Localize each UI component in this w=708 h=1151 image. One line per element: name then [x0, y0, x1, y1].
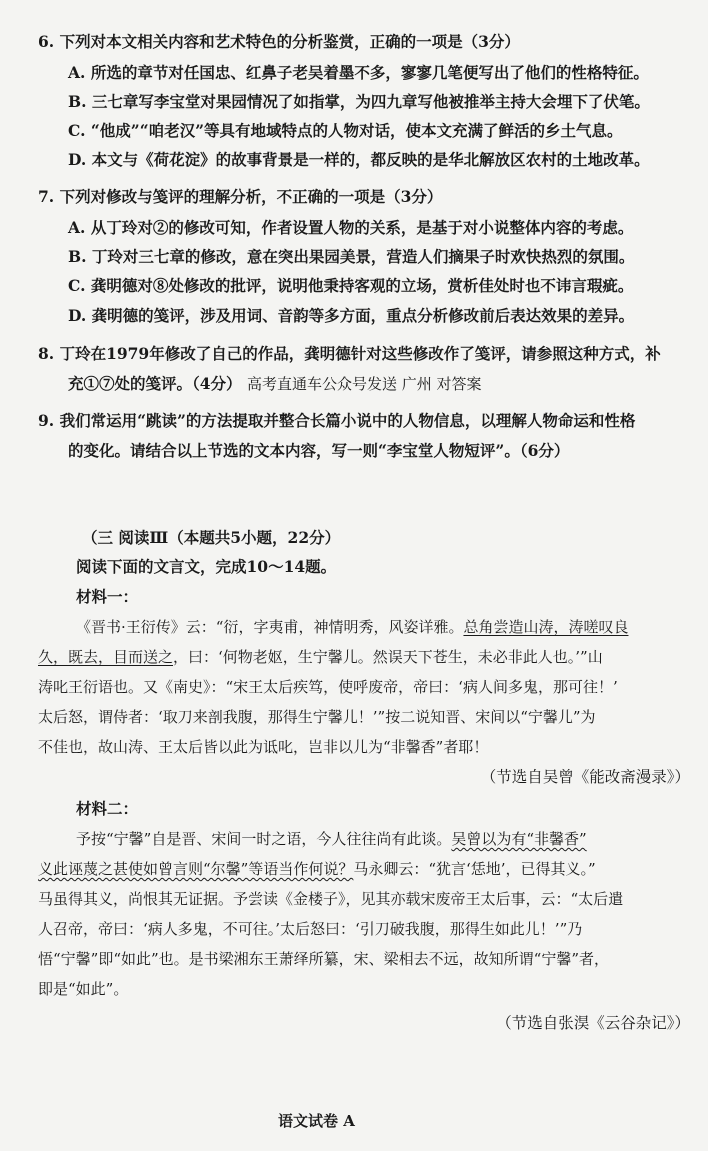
q8-line-2-text: 充①⑦处的笺评。（4分） [68, 374, 242, 393]
material-2-line-1 [76, 829, 587, 849]
material-2-line-2 [38, 859, 596, 879]
q6-option-a: A. 所选的章节对任国忠、红鼻子老吴着墨不多，寥寥几笔便写出了他们的性格特征。 [68, 63, 649, 82]
section-3-header: （三 阅读Ⅲ（本题共5小题，22分） [82, 528, 341, 547]
q7-option-b: B. 丁玲对三七章的修改，意在突出果园美景，营造人们摘果子时欢快热烈的氛围。 [68, 247, 635, 266]
material-2-line-5: 悟“宁馨”即“如此”也。是书梁湘东王萧绎所纂，宋、梁相去不远，故知所谓“宁馨”者， [38, 950, 610, 968]
material-2-title: 材料二： [76, 799, 139, 818]
material-2-line-2-text: 马永卿云：“犹言‘恁地’，已得其义。” [353, 860, 596, 878]
page-footer: 语文试卷 A [278, 1112, 355, 1130]
q8-line-2 [68, 374, 482, 394]
q7-option-a: A. 从丁玲对②的修改可知，作者设置人物的关系，是基于对小说整体内容的考虑。 [68, 218, 634, 237]
material-1-line-2 [38, 647, 603, 667]
material-1-title: 材料一： [76, 587, 139, 606]
q6-option-d: D. 本文与《荷花淀》的故事背景是一样的，都反映的是华北解放区农村的土地改革。 [68, 150, 650, 169]
q6-option-b: B. 三七章写李宝堂对果园情况了如指掌，为四九章写他被推举主持大会埋下了伏笔。 [68, 92, 650, 111]
material-1-line-1-text: 《晋书·王衍传》云：“衍，字夷甫，神情明秀，风姿详雅。 [76, 618, 464, 636]
section-3-intro: 阅读下面的文言文，完成10～14题。 [76, 557, 337, 576]
q6-option-c: C. “他成”“咱老汉”等具有地域特点的人物对话，使本文充满了鲜活的乡土气息。 [68, 121, 623, 140]
material-2-line-4: 人召帝，帝曰：‘病人多鬼，不可往。’太后怒曰：‘引刀破我腹，那得生如此儿！’”乃 [38, 920, 583, 938]
wavy-underlined-text: 义此诬蔑之甚使如曾言则“尔馨”等语当作何说？ [38, 860, 354, 878]
material-1-line-3: 涛叱王衍语也。又《南史》：“宋王太后疾笃，使呼废帝，帝曰：‘病人间多鬼，那可往！’ [38, 678, 618, 696]
q7-option-d: D. 龚明德的笺评，涉及用词、音韵等多方面，重点分析修改前后表达效果的差异。 [68, 306, 635, 325]
material-1-line-2-text: ，曰：‘何物老妪，生宁馨儿。然误天下苍生，未必非此人也。’”山 [173, 648, 603, 666]
q9-line-1: 9. 我们常运用“跳读”的方法提取并整合长篇小说中的人物信息，以理解人物命运和性格 [38, 411, 636, 430]
material-1-source: （节选自吴曾《能改斋漫录》） [480, 768, 690, 786]
watermark-text: 高考直通车公众号发送 广州 对答案 [246, 375, 482, 393]
q9-line-2: 的变化。请结合以上节选的文本内容，写一则“李宝堂人物短评”。（6分） [68, 441, 570, 460]
material-1-line-1 [76, 617, 628, 637]
material-1-line-5: 不佳也，故山涛、王太后皆以此为诋叱，岂非以儿为“非馨香”者耶！ [38, 738, 489, 756]
material-2-line-1-text-b: 今人往往尚有此谈。 [316, 830, 452, 848]
underlined-text: 久，既去，目而送之 [38, 648, 174, 666]
q8-line-1: 8. 丁玲在1979年修改了自己的作品，龚明德针对这些修改作了笺评，请参照这种方式，补 [38, 344, 661, 363]
material-2-line-3: 马虽得其义，尚恨其无证据。予尝读《金楼子》，见其亦载宋废帝王太后事，云：“太后遣 [38, 890, 624, 908]
material-2-line-6: 即是“如此”。 [38, 980, 129, 998]
q6-stem: 6. 下列对本文相关内容和艺术特色的分析鉴赏，正确的一项是（3分） [38, 32, 520, 51]
material-2-line-1-text: 予按“宁馨”自是晋、宋间一时之语， [76, 830, 317, 848]
material-2-source: （节选自张淏《云谷杂记》） [496, 1014, 690, 1032]
material-1-line-4: 太后怒，谓侍者：‘取刀来剖我腹，那得生宁馨儿！’”按二说知晋、宋间以“宁馨儿”为 [38, 708, 596, 726]
q7-option-c: C. 龚明德对⑧处修改的批评，说明他秉持客观的立场，赏析佳处时也不讳言瑕疵。 [68, 276, 634, 295]
underlined-text: 总角尝造山涛，涛嗟叹良 [463, 618, 629, 636]
q7-stem: 7. 下列对修改与笺评的理解分析，不正确的一项是（3分） [38, 187, 443, 206]
wavy-underlined-text: 吴曾以为有“非馨香” [451, 830, 587, 848]
